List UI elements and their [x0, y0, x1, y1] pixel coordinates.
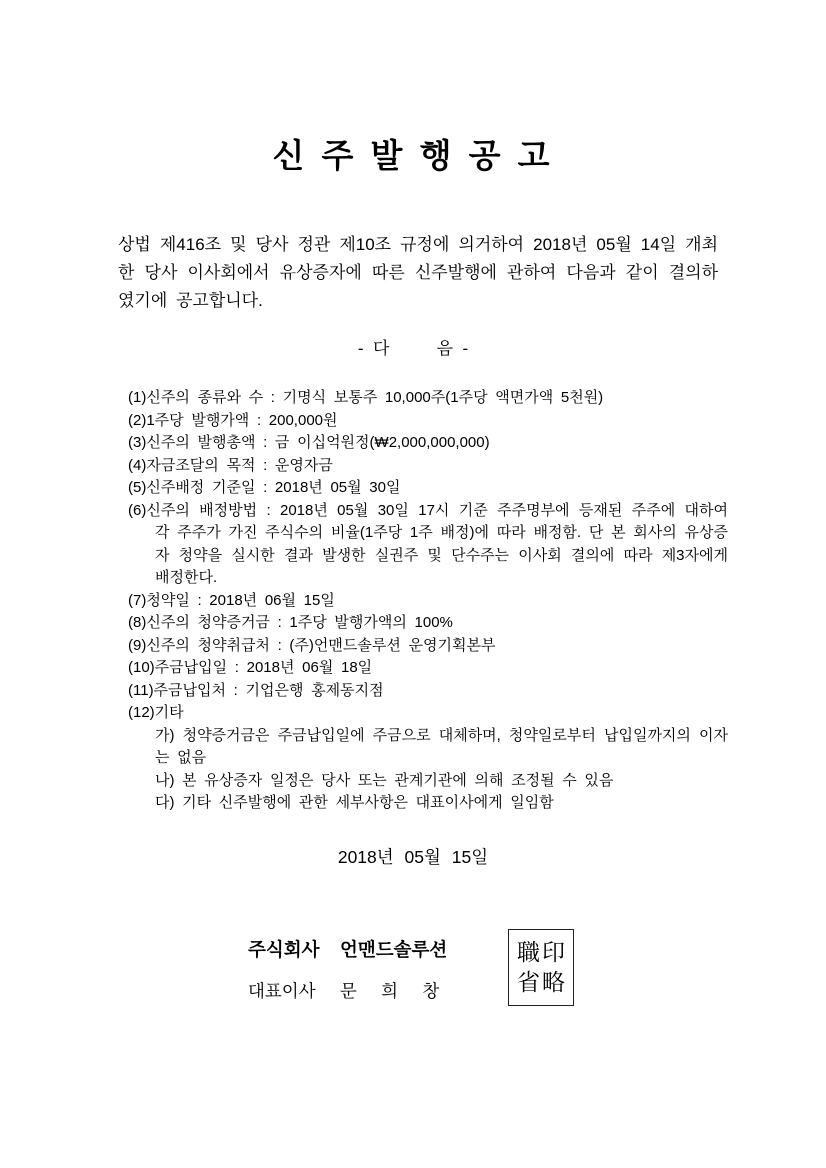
list-item-11: (11)주금납입처 : 기업은행 홍제동지점 [128, 681, 384, 699]
list-item-1: (1)신주의 종류와 수 : 기명식 보통주 10,000주(1주당 액면가액 5천원) [128, 389, 604, 406]
item-list [128, 387, 728, 815]
company-name-line: 주식회사 언맨드솔루션 [248, 938, 448, 960]
list-subitem-na: 나) 본 유상증자 일정은 당사 또는 관계기관에 의해 조정될 수 있음 [155, 771, 614, 789]
list-item-2: (2)1주당 발행가액 : 200,000원 [128, 411, 338, 429]
section-separator: - 다 음 - [357, 339, 469, 358]
page-title: 신 주 발 행 공 고 [272, 137, 554, 174]
list-subitem-da: 다) 기타 신주발행에 관한 세부사항은 대표이사에게 일임함 [155, 794, 554, 811]
list-item-3: (3)신주의 발행총액 : 금 이십억원정(₩2,000,000,000) [128, 434, 490, 451]
list-item-5: (5)신주배정 기준일 : 2018년 05월 30일 [128, 479, 401, 496]
list-subitem-ga: 가) 청약증거금은 주금납입일에 주금으로 대체하며, 청약일로부터 납입일까지의 이자는 없음 [155, 726, 728, 766]
announcement-date: 2018년 05월 15일 [337, 846, 489, 867]
list-item-12: (12)기타 [128, 704, 184, 721]
list-item-4: (4)자금조달의 목적 : 운영자금 [128, 456, 333, 474]
signature-block [248, 939, 648, 1002]
list-item-7: (7)청약일 : 2018년 06월 15일 [128, 591, 335, 609]
seal-text-line1: 職印 [517, 939, 567, 965]
list-item-8: (8)신주의 청약증거금 : 1주당 발행가액의 100% [128, 614, 453, 631]
ceo-name-line: 대표이사 문 희 창 [248, 980, 440, 1001]
seal-text-line2: 省略 [517, 969, 567, 995]
seal-omitted-box [508, 929, 574, 1006]
list-item-6: (6)신주의 배정방법 : 2018년 05월 30일 17시 기준 주주명부에 등재된 주주에 대하여 각 주주가 가진 주식수의 비율(1주당 1주 배정)에 따라 배정함. 단 본 회사의 유상증자 청약을 실시한 결과 발생한 실권주 및 단수주는 이사회 결의에 따라 제3자에게 배정한다. [128, 501, 728, 586]
list-item-10: (10)주금납입일 : 2018년 06월 18일 [128, 659, 373, 676]
list-item-9: (9)신주의 청약취급처 : (주)언맨드솔루션 운영기획본부 [128, 636, 496, 654]
intro-paragraph: 상법 제416조 및 당사 정관 제10조 규정에 의거하여 2018년 05월 14일 개최한 당사 이사회에서 유상증자에 따른 신주발행에 관하여 다음과 같이 결의하였기에 공고합니다. [118, 235, 718, 310]
